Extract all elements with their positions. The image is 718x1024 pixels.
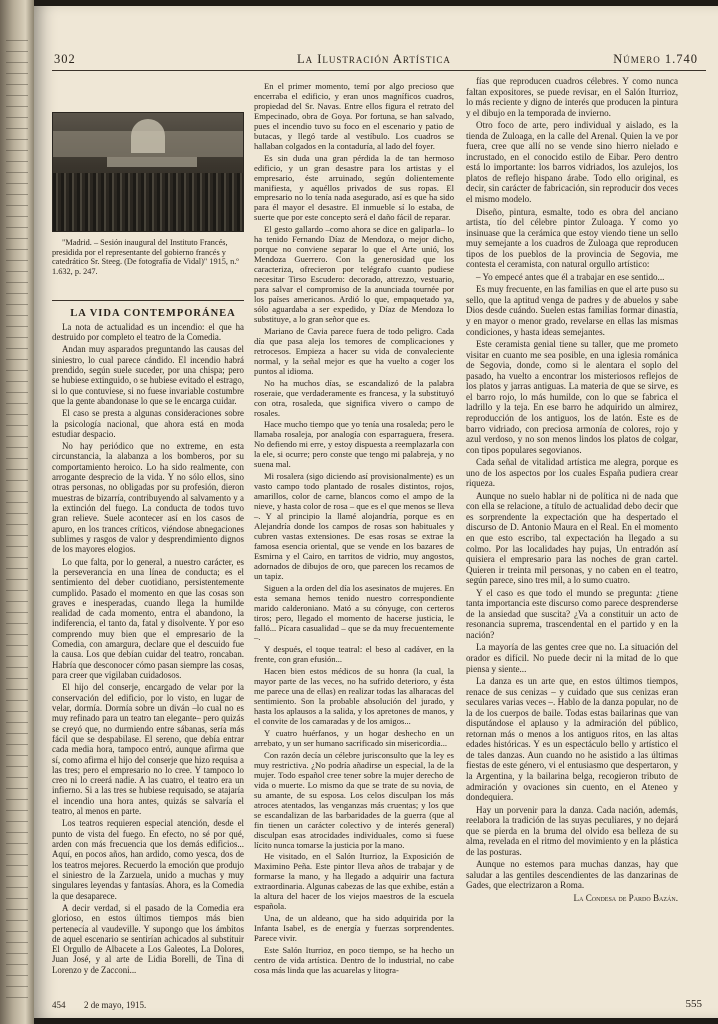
text-line-fragment	[6, 634, 28, 635]
text-line-fragment	[6, 403, 28, 404]
text-line-fragment	[6, 546, 28, 547]
text-line-fragment	[6, 700, 28, 701]
paragraph: – Yo empecé antes que él a trabajar en ese sentido...	[476, 271, 665, 282]
text-line-fragment	[6, 909, 28, 910]
text-line-fragment	[6, 755, 28, 756]
paragraph: Este ceramista genial tiene su taller, que me prometo visitar en cuanto me sea posible, en una iglesia románica de Segovia, donde, como si le alentara el soplo del pasado, ha vuelto a encontrar los misteriosos reflejos de los platos y jarras antiguas. La materia de que se sirve, es el barro rojo, lo más humilde, con lo que se fabrica el ladrillo y la teja. En ese barro he adquirido un almirez, reproducción de los antiguos, los de latón. Este es de barro vidriado, con preciosa armonía de colores, rojo y azul verdoso, y no son menos lindos los platos de colgar, con tipos populares segovianos.	[466, 339, 678, 455]
text-line-fragment	[6, 964, 28, 965]
paragraph: La mayoría de las gentes cree que no. La situación del orador es difícil. No puede decir ni la mitad de lo que piensa y siente...	[466, 642, 678, 674]
text-line-fragment	[6, 62, 28, 63]
paragraph: Mi rosalera (sigo diciendo así provisionalmente) es un vasto campo todo plantado de rosales distintos, rojos, amarillos, color de carne, blancos como el ampo de la nieve, y hasta color de rosa – que es el que menos se lleva –. Y al principio la llamé alojandría, porque es en Alejandría donde los campos de rosas son habituales y cubren vastas extensiones. De esas rosas se extrae la famosa esencia oriental, que se vende en los bazares de Esmirna y el Cairo, en tarritos de vidrio, muy angostos, adornados de dibujos de oro, que parecen los recamos de un tapiz.	[254, 471, 454, 581]
text-line-fragment	[6, 788, 28, 789]
section-divider	[52, 300, 244, 301]
text-line-fragment	[6, 458, 28, 459]
text-line-fragment	[6, 821, 28, 822]
column-middle	[254, 82, 454, 978]
paragraph: Siguen a la orden del día los asesinatos de mujeres. En esta semana hemos tenido nuestro correspondiente marido calderoniano. Mató a su cónyuge, con certeros tiros; pero, llegado el momento de hacerse justicia, le falló... Pícara casualidad – que se da muy frecuentemente –.	[254, 582, 454, 643]
text-line-fragment	[6, 502, 28, 503]
text-line-fragment	[6, 216, 28, 217]
footer-number: 454	[52, 1000, 66, 1010]
column-right-body	[466, 76, 678, 891]
page-footer	[52, 994, 706, 1018]
text-line-fragment	[6, 810, 28, 811]
text-line-fragment	[6, 128, 28, 129]
text-line-fragment	[6, 249, 28, 250]
text-line-fragment	[6, 469, 28, 470]
paragraph: Diseño, pintura, esmalte, todo es obra del anciano artista, tío del célebre pintor Zuloaga. Y como yo insinuase que la cerámica que estoy viendo tiene un sello muy semejante a los cuadros de Zuloaga que reproducen tipos de los pueblos de la provincia de Segovia, me contesta el ceramista, con natural orgullo artístico:	[466, 206, 678, 270]
paragraph: Hace mucho tiempo que yo tenía una rosaleda; pero le llamaba rosaleja, por analogía con esparraguera, fresera. No defiendo mi erre, y estoy dispuesta a reemplazarla con la ele, si ocurre; pero conste que tengo mi palabreja, y no suena mal.	[254, 419, 454, 470]
text-line-fragment	[6, 920, 28, 921]
text-line-fragment	[6, 854, 28, 855]
text-line-fragment	[6, 139, 28, 140]
text-line-fragment	[6, 898, 28, 899]
paragraph: Otro foco de arte, pero individual y aislado, es la tienda de Zuloaga, en la calle del Arenal. Quien la ve por fuera, cree que allí no se vende sino hierro nielado e incrustado, en el conocido estilo de Eibar. Pero dentro está lo importante: los barros vidriados, los azulejos, los platos de reflejo hispano árabe. Todo ello original, es decir, sin carácter de fabricación, sin reproducir dos veces el mismo modelo.	[466, 120, 678, 205]
text-line-fragment	[6, 40, 28, 41]
text-line-fragment	[6, 667, 28, 668]
text-line-fragment	[6, 205, 28, 206]
text-line-fragment	[6, 986, 28, 987]
previous-page-edge	[0, 0, 34, 1024]
text-line-fragment	[6, 326, 28, 327]
text-line-fragment	[6, 997, 28, 998]
text-line-fragment	[6, 953, 28, 954]
paragraph: Lo que falta, por lo general, a nuestro carácter, es la perseverancia en una línea de conducta; es el sentimiento del deber cuotidiano, persistentemente cumplido. Pasado el momento en que las cosas son graves e inesperadas, cuando llega la humilde realidad de cada momento, entra el abandono, la indiferencia, el tanto da, fatal y disolvente. Y por eso comprendo muy bien que el empresario de la Comedia, con amargura, declare que el descuido fue la causa. Los que debían cuidar del teatro, roncaban. Habría que desconocer cómo pasan siempre las cosas, para creer que vigilaban cuidadosos.	[52, 556, 244, 680]
paragraph: No hay periódico que no extreme, en esta circunstancia, la alabanza a los bomberos, por su comportamiento heroico. Lo ha sido realmente, con arrogante desprecio de la vida. Y no sólo ellos, sino otras personas, no obligadas por su profesión, dieron muestras de bizarría, contribuyendo al salvamento y a la extinción del fuego. La conducta de todos tuvo gran relieve. Suele acontecer así en los casos de apuro, en los trances críticos, viéndose abnegaciones sublimes y rasgos de valor y desprendimiento dignos de los mayores elogios.	[52, 441, 244, 555]
text-line-fragment	[6, 337, 28, 338]
paragraph: La nota de actualidad es un incendio: el que ha destruido por completo el teatro de la Comedia.	[52, 321, 244, 342]
paragraph: Aunque no estemos para muchas danzas, hay que saludar a las gentiles descendientes de las danzarinas de Gades, que electrizaron a Roma.	[466, 859, 678, 891]
text-line-fragment	[6, 601, 28, 602]
paragraph: Cada señal de vitalidad artística me alegra, porque es uno de los aspectos por los cuales España pudiera crear riqueza.	[466, 457, 678, 489]
paragraph: Hay un porvenir para la danza. Cada nación, además, reelabora la tradición de las suyas peculiares, y no dejará que se pierda en la bruma del olvido esa belleza de su alma, revelada en el ritmo del movimiento y en la plástica de las posturas.	[466, 804, 678, 857]
paragraph: No ha muchos días, se escandalizó de la palabra roseraie, que verdaderamente es francesa, y la substituyó con otra, rosaleda, que significa vivero o campo de rosales.	[254, 377, 454, 418]
text-line-fragment	[6, 711, 28, 712]
paragraph: A decir verdad, si el pasado de la Comedia era glorioso, en estos últimos tiempos más bien pertenecía al vaudeville. Y supongo que los ámbitos de aquel escenario se sentirían achicados al substituir El Orgullo de Albacete a Los Galeotes, La Dolores, Juan José, y al arte de Lidia Borelli, de Tina di Lorenzo y de Zacconi...	[52, 902, 244, 975]
text-line-fragment	[6, 293, 28, 294]
text-line-fragment	[6, 392, 28, 393]
text-line-fragment	[6, 491, 28, 492]
text-line-fragment	[6, 161, 28, 162]
photo-caption: "Madrid. – Sesión inaugural del Instituto Francés, presidida por el representante del gobierno francés y catedrático Sr. Steeg. (De fotografía de Vidal)" 1915, n.º 1.632, p. 247.	[52, 238, 239, 276]
text-line-fragment	[6, 744, 28, 745]
text-line-fragment	[6, 260, 28, 261]
column-left-body	[52, 322, 244, 975]
text-line-fragment	[6, 931, 28, 932]
paragraph: El gesto gallardo –como ahora se dice en galiparla– lo ha tenido Fernando Díaz de Mendoza, o mejor dicho, porque no conviene separar lo que el Arte unió, los Mendoza Guerrero. Con la generosidad que los caracteriza, ofrecieron por telégrafo cuanto pudiese necesitar Tirso Escudero: decorado, attrezzo, vestuario, para salvar el compromiso de la anunciada tournée por los países americanos. Ardió lo que, empaquetado ya, sólo aguardaba a ser expedido, y Díaz de Mendoza lo substituye, a lo gran señor que es.	[254, 224, 454, 324]
text-line-fragment	[6, 733, 28, 734]
text-line-fragment	[6, 557, 28, 558]
text-line-fragment	[6, 414, 28, 415]
text-line-fragment	[6, 304, 28, 305]
paragraph: Y cuatro huérfanos, y un hogar deshecho en un arrebato, y un ser humano sacrificado sin misericordia...	[254, 728, 454, 748]
text-line-fragment	[6, 887, 28, 888]
paragraph: Hacen bien estos médicos de su honra (la cual, la mayor parte de las veces, no ha sufrido deterioro, y ésta me parece una de ellas) en realizar todas las alharacas del sentimiento. Son la probable absolución del jurado, y hasta los aplausos a la salida, y los apretones de manos, y el convite de los camaradas y de los amigos...	[254, 666, 454, 727]
text-line-fragment	[6, 535, 28, 536]
header-rule	[52, 70, 706, 71]
text-line-fragment	[6, 513, 28, 514]
text-line-fragment	[6, 282, 28, 283]
text-line-fragment	[6, 381, 28, 382]
column-left	[52, 82, 244, 977]
text-line-fragment	[6, 227, 28, 228]
section-title: LA VIDA CONTEMPORÁNEA	[70, 308, 236, 320]
text-line-fragment	[6, 425, 28, 426]
text-line-fragment	[6, 447, 28, 448]
text-line-fragment	[6, 315, 28, 316]
paragraph: La danza es un arte que, en estos últimos tiempos, renace de sus cenizas – y cuidado que sus cenizas eran seculares varias veces –. Hablo de la danza popular, no de la de los cuerpos de baile. Todas estas bailarinas que van disputándose el aplauso y la admiración del público, retornan más o menos a los antiguos ritos, en las altas edades históricas. Y es un espectáculo bello y artístico el de tales danzas. Aun cuando no he asistido a las últimas fiestas de este género, vi el entusiasmo que despertaron, y la Argentina, y la bailarina belga, recogieron tributo de admiración y ovaciones sin cuento, en el Ateneo y dondequiera.	[466, 676, 678, 803]
paragraph: Mariano de Cavia parece fuera de todo peligro. Cada día que pasa aleja los temores de complicaciones y retrocesos. Empieza a hacer su vida de convaleciente normal, y la señal mejor es que ha vuelto a coger los puntos al idioma.	[254, 325, 454, 376]
text-line-fragment	[6, 777, 28, 778]
text-line-fragment	[6, 172, 28, 173]
paragraph: fías que reproducen cuadros célebres. Y como nunca faltan expositores, se puede revisar, en el Salón Iturrioz, lo más reciente y digno de interés que producen la pintura y el dibujo en la temporada de invierno.	[466, 76, 678, 118]
text-line-fragment	[6, 370, 28, 371]
text-line-fragment	[6, 766, 28, 767]
paragraph: El hijo del conserje, encargado de velar por la conservación del edificio, por lo visto, en lugar de velar, dormía. Dormía sobre un diván –lo cual no es muy refinado para un teatro tan elegante– pero quizás se creyó que, no durmiendo entre sábanas, sería más fácil que se despabilase. El sereno, que debía entrar cada media hora, tampoco entró, aunque afirma que sí, como afirma el hijo del conserje que hizo requisa a las tres; pero el empresario no lo cree. Y tampoco lo creo ni lo creerá nadie. A las cuatro, el teatro era un infierno. Si a las tres se hubiese requisado, se atajaría el incendio una hora antes, quizás se salvaría el teatro, al menos en parte.	[52, 682, 244, 817]
text-line-fragment	[6, 84, 28, 85]
text-line-fragment	[6, 975, 28, 976]
text-line-fragment	[6, 612, 28, 613]
column-right	[466, 76, 678, 906]
text-line-fragment	[6, 271, 28, 272]
paragraph: Andan muy asparados preguntando las causas del siniestro, lo cual parece cándido. El incendio habrá prendido, según suele suceder, por una chispa; pero se hubiese extinguido, o se hubiese evitado el estrago, si lo que contuviese, si no fuese invariable costumbre que la gente abandonase lo que se le encarga cuidar.	[52, 344, 244, 406]
text-line-fragment	[6, 678, 28, 679]
paragraph: Es sin duda una gran pérdida la de tan hermoso edificio, y un gran desastre para los artistas y el empresario, éste arruinado, según dolientemente manifiesta, y aquéllos privados de sus ropas. El empresario no lo tenía nada asegurado, así es que ha sido para él mayor el desastre. El inmueble sí lo estaba, de suerte que por este concepto será el daño fácil de reparar.	[254, 152, 454, 223]
header-page-number: 302	[54, 52, 76, 66]
magazine-page	[34, 6, 718, 1018]
text-line-fragment	[6, 194, 28, 195]
paragraph: Y el caso es que todo el mundo se pregunta: ¿tiene tanta importancia este discurso como parece desprenderse de la ansiedad que suscita? ¿Va a constituir un acto de resonancia suprema, trascendental en el partido y en la nación?	[466, 587, 678, 640]
paragraph: Los teatros requieren especial atención, desde el punto de vista del fuego. En efecto, no sé por qué, arden con más frecuencia que los demás edificios... Aquí, en pocos años, han ardido, como yesca, dos de los teatros mejores. Recuerdo la emoción que produjo el siniestro de la Zarzuela, unido a muchas y muy singulares leyendas y fantasías. Ahora, es la Comedia la que desaparece.	[52, 818, 244, 901]
text-line-fragment	[6, 117, 28, 118]
text-line-fragment	[6, 722, 28, 723]
paragraph: Es muy frecuente, en las familias en que el arte puso su sello, que la aptitud venga de padres y de abuelos y sabe Dios desde cuándo. Suelen estas familias formar dinastía, y en mayor o menor grado, revelarse en ellas las mismas condiciones, y hasta ideas semejantes.	[466, 284, 678, 337]
text-line-fragment	[6, 579, 28, 580]
text-line-fragment	[6, 689, 28, 690]
text-line-fragment	[6, 623, 28, 624]
footer-date: 2 de mayo, 1915.	[84, 1000, 147, 1010]
text-line-fragment	[6, 524, 28, 525]
text-line-fragment	[6, 359, 28, 360]
text-line-fragment	[6, 51, 28, 52]
paragraph: Con razón decía un célebre jurisconsulto que la ley es muy restrictiva. ¿No podría añadirse un especial, la de la mujer. Todo español cree tener sobre la mujer derecho de vida o muerte. Lo mismo da que se trate de su novia, de su amante, de su esposa. Los celos disculpan los más atroces atentados, las venganzas más cruentas; y los que se escandalizan de las barbaridades de la guerra (que al fin tienen un carácter colectivo y de interés general) disculpan esas atrocidades individuales, como si fuese lícito nunca tomarse la justicia por la mano.	[254, 749, 454, 850]
text-line-fragment	[6, 568, 28, 569]
paragraph: Aunque no suelo hablar ni de política ni de nada que con ella se relacione, a título de actualidad debo decir que es sorprendente la expectación que ha despertado el discurso de D. Antonio Maura en el Real. En el momento en que esto escribo, tal expectación ha llegado a su colmo. Por las localidades hay pujas, Un entradón así quisiera el empresario para las noches de gran cartel. Quieren ir treinta mil personas, y no caben en el teatro, según parece, sino tres mil, a lo sumo cuatro.	[466, 490, 678, 586]
text-line-fragment	[6, 150, 28, 151]
text-line-fragment	[6, 238, 28, 239]
text-line-fragment	[6, 876, 28, 877]
text-line-fragment	[6, 436, 28, 437]
text-line-fragment	[6, 106, 28, 107]
text-line-fragment	[6, 95, 28, 96]
text-line-fragment	[6, 645, 28, 646]
paragraph: El caso se presta a algunas consideraciones sobre la psicología nacional, que ahora está en moda estudiar despacio.	[52, 408, 244, 439]
header-title: La Ilustración Artística	[297, 52, 451, 66]
text-line-fragment	[6, 183, 28, 184]
author-signature: La Condesa de Pardo Bazán.	[573, 893, 678, 904]
text-line-fragment	[6, 843, 28, 844]
historical-photo	[52, 112, 244, 232]
footer-page-number: 555	[685, 998, 702, 1010]
text-line-fragment	[6, 799, 28, 800]
paragraph: En el primer momento, temí por algo precioso que encerraba el edificio, y eran unos magníficos cuadros, propiedad del Sr. Navas. Entre ellos figura el retrato del Empecinado, obra de Goya. Por fortuna, se han salvado, pues el incendio tuvo su foco en el escenario y patio de butacas, y llegó tarde al vestíbulo. Los cuadros se hallaban colgados en la contaduría, al lado del foyer.	[254, 81, 454, 151]
text-line-fragment	[6, 348, 28, 349]
running-header	[52, 52, 706, 68]
text-line-fragment	[6, 832, 28, 833]
text-line-fragment	[6, 942, 28, 943]
paragraph: Y después, el toque teatral: el beso al cadáver, en la frente, con gran efusión...	[254, 644, 454, 665]
paragraph: Una, de un aldeano, que ha sido adquirida por la Infanta Isabel, es de energía y fuerzas sorprendentes. Parece vivir.	[254, 913, 454, 944]
text-line-fragment	[6, 480, 28, 481]
text-line-fragment	[6, 656, 28, 657]
paragraph: He visitado, en el Salón Iturrioz, la Exposición de Maximino Peña. Este pintor lleva años de trabajar y de formarse la mano, y ha llegado a adquirir una factura extraordinaria. Algunas cabezas de las que exhibe, están a la altura del hacer de los viejos maestros de la escuela española.	[254, 851, 454, 912]
text-line-fragment	[6, 865, 28, 866]
text-line-fragment	[6, 590, 28, 591]
text-line-fragment	[6, 73, 28, 74]
header-issue-number: Número 1.740	[613, 52, 698, 66]
paragraph: Este Salón Iturrioz, en poco tiempo, se ha hecho un centro de vida artística. Dentro de lo industrial, no cabe cosa más linda que las acuarelas y litogra-	[254, 945, 454, 975]
